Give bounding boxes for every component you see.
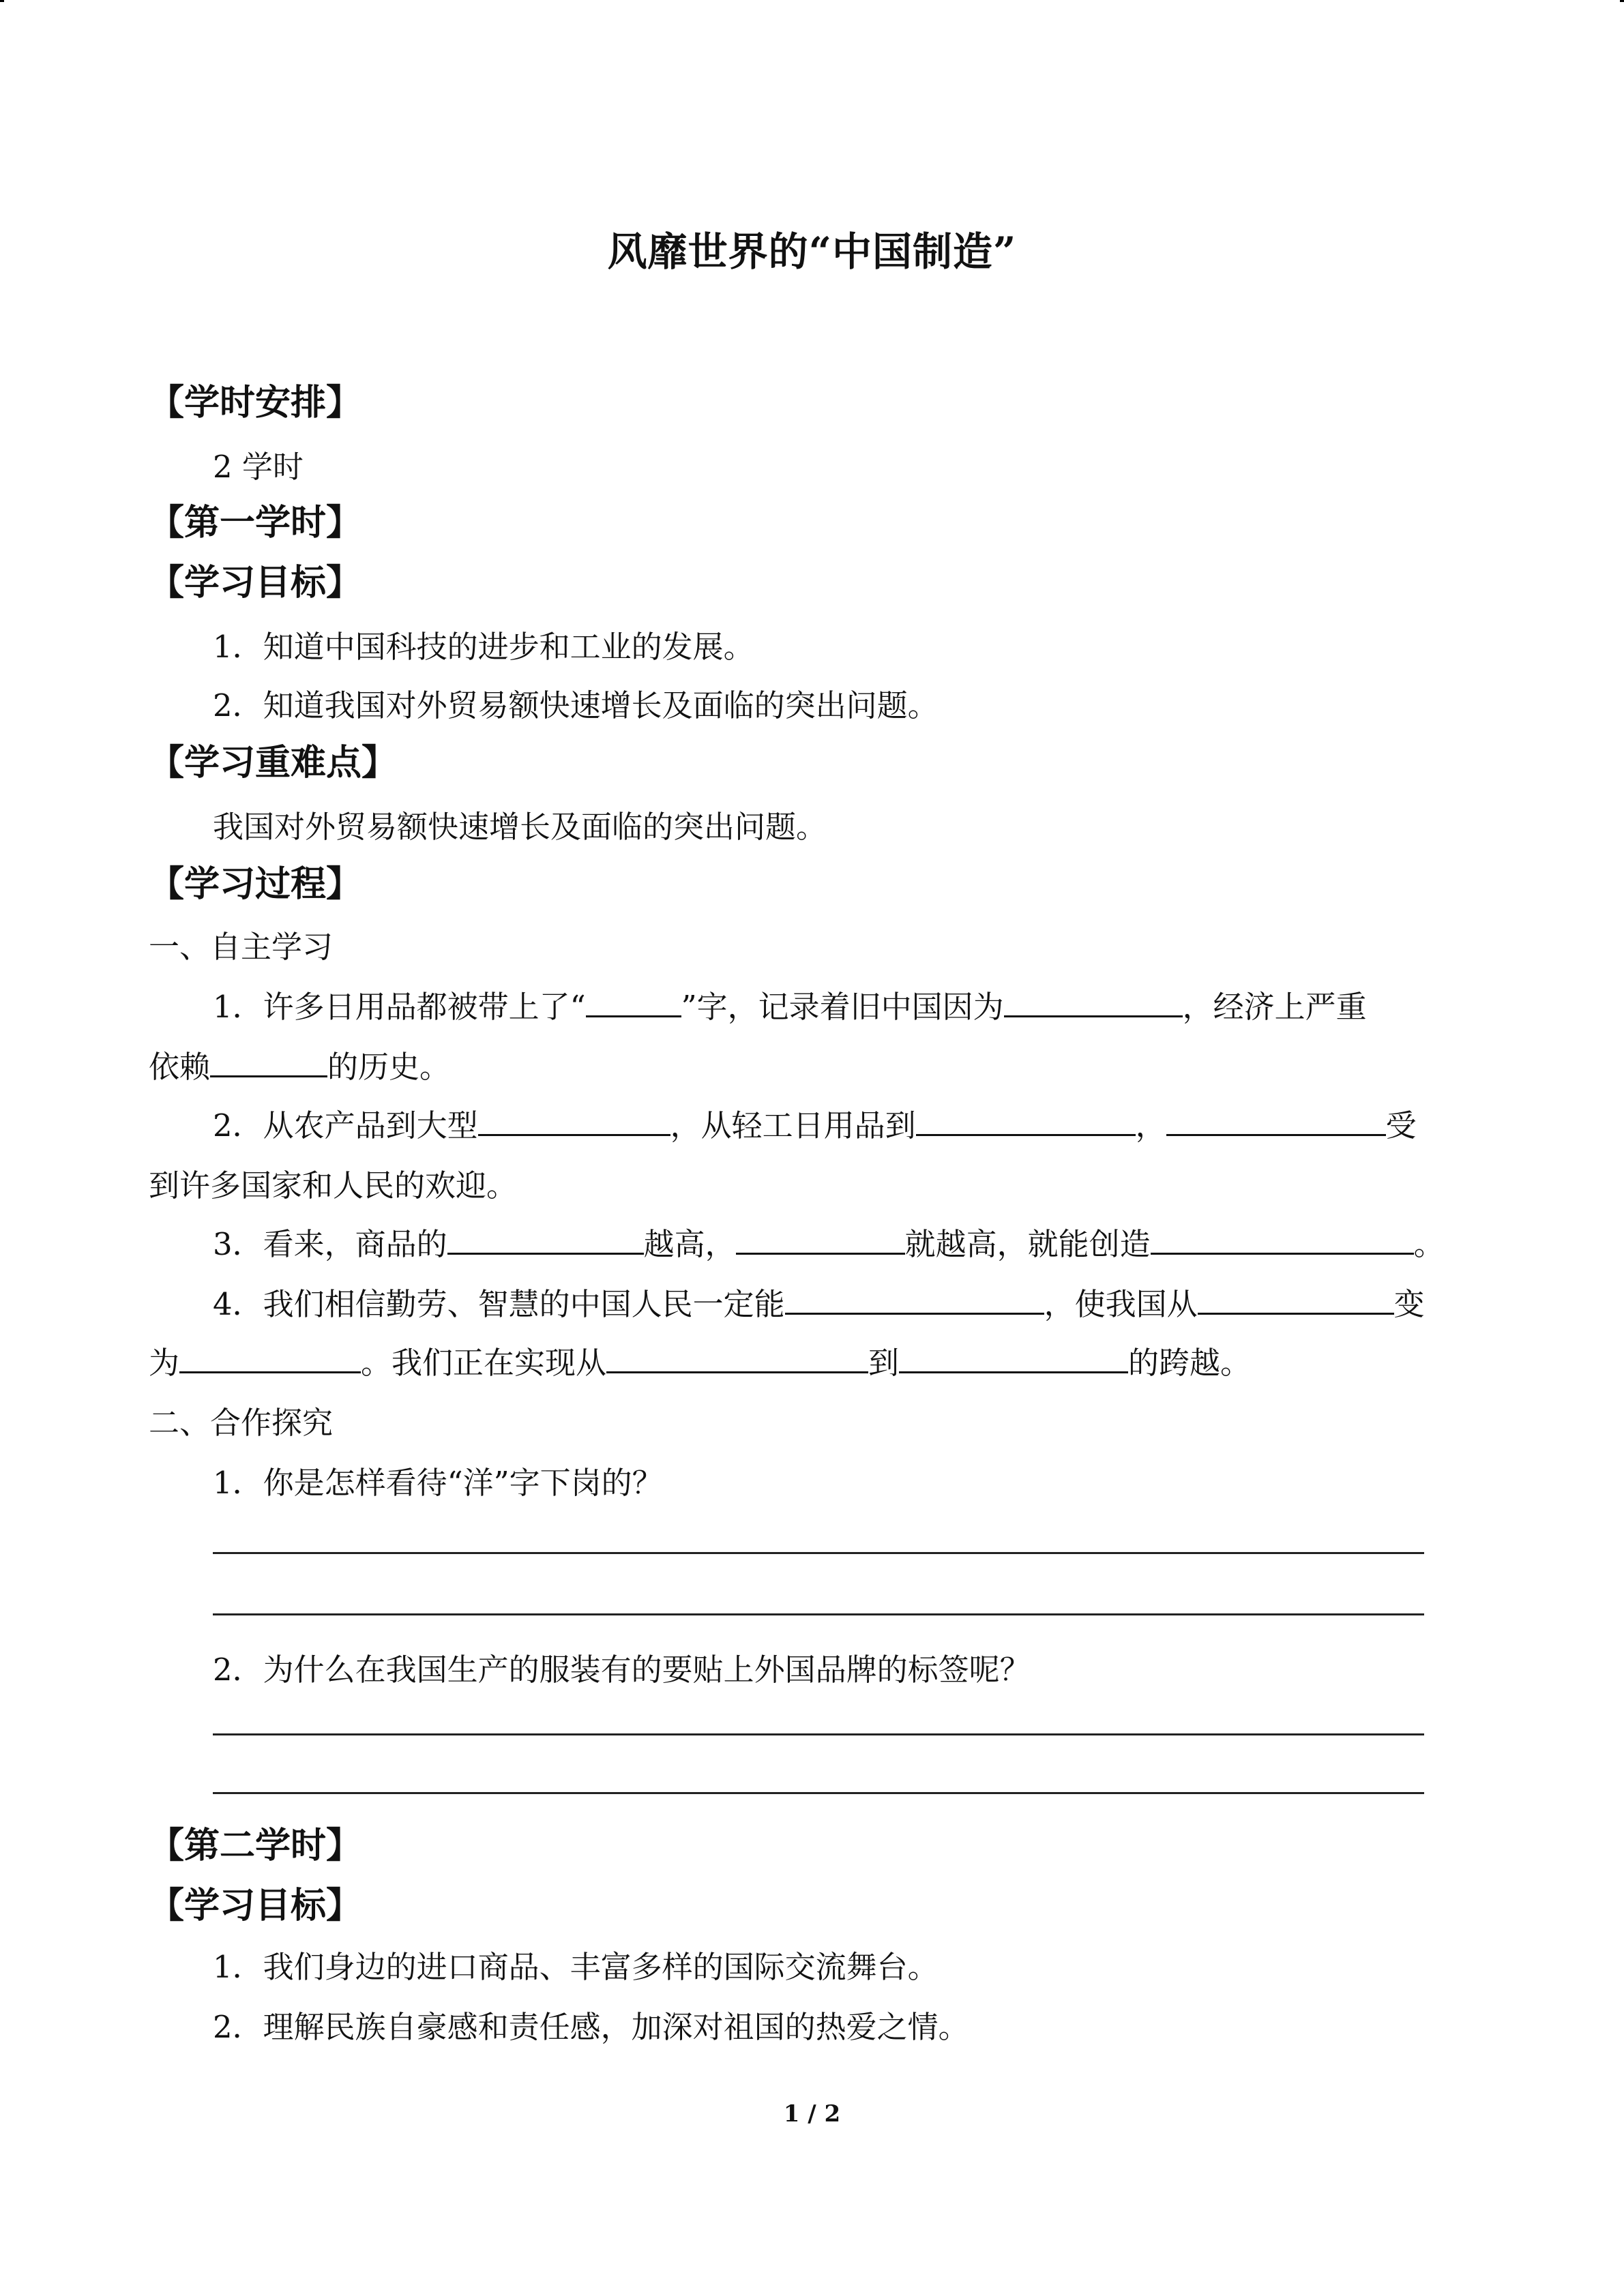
schedule-text: 2 学时 (213, 449, 304, 485)
goal-1-2: 2．知道我国对外贸易额快速增长及面临的突出问题。 (213, 687, 939, 724)
answer-line[interactable] (213, 1552, 1424, 1554)
heading-schedule: 【学时安排】 (149, 383, 362, 423)
fill-blank[interactable] (179, 1341, 361, 1373)
fill-blank[interactable] (1004, 985, 1183, 1017)
page-number: 1 / 2 (783, 2100, 841, 2128)
heading-lesson-2: 【第二学时】 (149, 1825, 362, 1866)
fill-blank[interactable] (210, 1045, 327, 1077)
heading-goals-2: 【学习目标】 (149, 1885, 362, 1926)
question-2-cont: 到许多国家和人民的欢迎。 (149, 1167, 518, 1204)
fill-blank[interactable] (586, 985, 681, 1017)
heading-process: 【学习过程】 (149, 864, 362, 905)
fill-blank[interactable] (916, 1104, 1136, 1136)
goal-2-1: 1．我们身边的进口商品、丰富多样的国际交流舞台。 (213, 1949, 939, 1985)
heading-goals-1: 【学习目标】 (149, 563, 362, 603)
question-2: 2．从农产品到大型 ，从轻工日用品到 ， 受 (213, 1101, 1417, 1145)
question-4-cont: 为 。我们正在实现从 到 的跨越。 (149, 1338, 1251, 1382)
fill-blank[interactable] (785, 1283, 1044, 1315)
fill-blank[interactable] (899, 1341, 1128, 1373)
question-4: 4．我们相信勤劳、智慧的中国人民一定能 ，使我国从 变 (213, 1279, 1425, 1324)
cooperation-question-2: 2．为什么在我国生产的服装有的要贴上外国品牌的标签呢？ (213, 1652, 1031, 1688)
fill-blank[interactable] (1198, 1283, 1394, 1315)
answer-line[interactable] (213, 1792, 1424, 1794)
heading-key-points: 【学习重难点】 (149, 743, 398, 784)
part-1-label: 一、自主学习 (149, 929, 334, 965)
fill-blank[interactable] (606, 1341, 868, 1373)
answer-line[interactable] (213, 1733, 1424, 1735)
fill-blank[interactable] (736, 1223, 905, 1255)
fill-blank[interactable] (1166, 1104, 1386, 1136)
goal-2-2: 2．理解民族自豪感和责任感，加深对祖国的热爱之情。 (213, 2009, 969, 2045)
fill-blank[interactable] (478, 1104, 670, 1136)
heading-lesson-1: 【第一学时】 (149, 503, 362, 543)
question-1: 1．许多日用品都被带上了“ ”字，记录着旧中国因为 ，经济上严重 (213, 982, 1367, 1026)
page-border (0, 0, 1624, 2)
goal-1-1: 1．知道中国科技的进步和工业的发展。 (213, 629, 754, 665)
question-1-cont: 依赖 的历史。 (149, 1042, 450, 1086)
fill-blank[interactable] (447, 1223, 644, 1255)
key-points-text: 我国对外贸易额快速增长及面临的突出问题。 (213, 809, 827, 845)
fill-blank[interactable] (1151, 1223, 1414, 1255)
page-title: 风靡世界的“中国制造” (607, 228, 1017, 275)
question-3: 3．看来，商品的 越高， 就越高，就能创造 。 (213, 1219, 1445, 1264)
cooperation-question-1: 1．你是怎样看待“洋”字下岗的？ (213, 1465, 663, 1501)
answer-line[interactable] (213, 1613, 1424, 1615)
part-2-label: 二、合作探究 (149, 1405, 334, 1441)
